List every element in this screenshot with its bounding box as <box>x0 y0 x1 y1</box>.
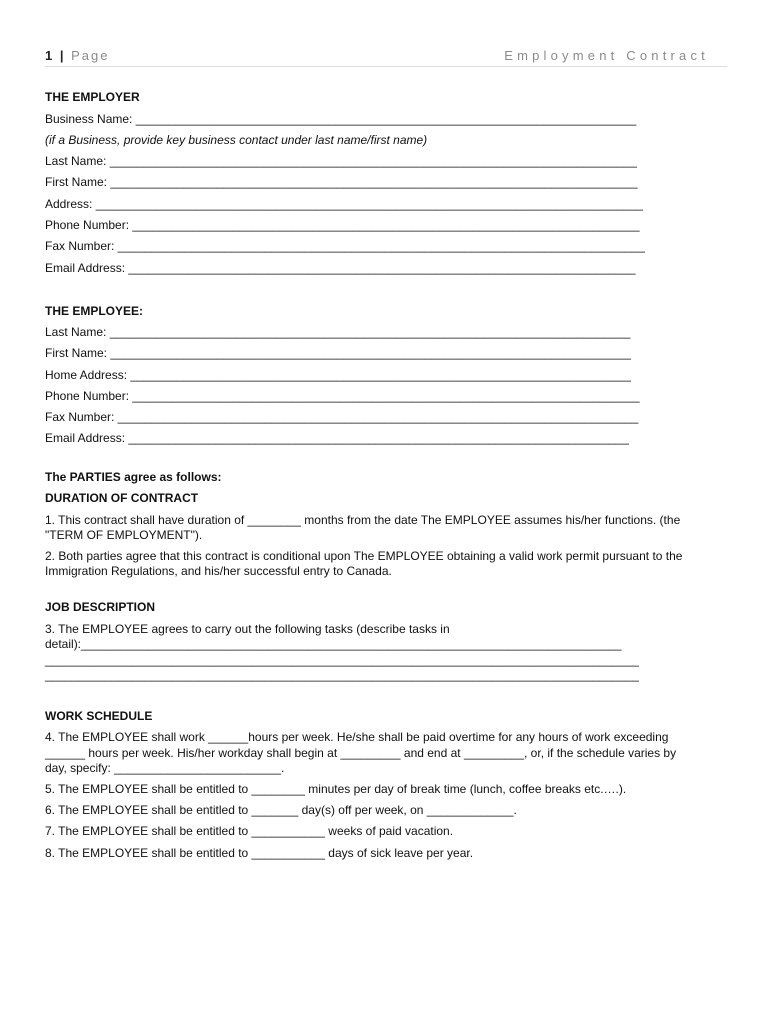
employer-last-name-field: Last Name: _______________________________________________________________________________ <box>45 154 637 168</box>
clause-6: 6. The EMPLOYEE shall be entitled to _______ day(s) off per week, on _____________. <box>45 803 517 817</box>
clause-2-line-1: 2. Both parties agree that this contract is conditional upon The EMPLOYEE obtaining a valid work permit pursuant to the <box>45 549 683 563</box>
clause-8: 8. The EMPLOYEE shall be entitled to ___________ days of sick leave per year. <box>45 846 474 860</box>
page-number: 1 <box>45 48 55 63</box>
clause-1-line-1: 1. This contract shall have duration of ________ months from the date The EMPLOYEE assumes his/her functions. (the <box>45 513 681 527</box>
employer-heading: THE EMPLOYER <box>45 90 140 104</box>
clause-7: 7. The EMPLOYEE shall be entitled to ___________ weeks of paid vacation. <box>45 824 454 838</box>
employer-business-note: (if a Business, provide key business contact under last name/first name) <box>45 133 428 147</box>
task-blank-line-2: _________________________________________________________________________________________ <box>45 668 639 682</box>
clause-4-line-2: ______ hours per week. His/her workday shall begin at _________ and end at _________, or, if the schedule varies by <box>45 746 677 760</box>
employee-last-name-field: Last Name: ______________________________________________________________________________ <box>45 325 631 339</box>
employee-home-address-field: Home Address: ___________________________________________________________________________ <box>45 368 631 382</box>
clause-4-line-3: day, specify: _________________________. <box>45 761 285 775</box>
clause-3-line-1: 3. The EMPLOYEE agrees to carry out the following tasks (describe tasks in <box>45 622 450 636</box>
employee-email-field: Email Address: ___________________________________________________________________________ <box>45 431 629 445</box>
page-indicator <box>45 48 110 63</box>
employer-address-field: Address: __________________________________________________________________________________ <box>45 197 643 211</box>
document-title: Employment Contract <box>504 48 709 63</box>
employee-phone-field: Phone Number: ____________________________________________________________________________ <box>45 389 640 403</box>
clause-2-line-2: Immigration Regulations, and his/her successful entry to Canada. <box>45 564 392 578</box>
employee-first-name-field: First Name: ______________________________________________________________________________ <box>45 346 631 360</box>
employer-phone-field: Phone Number: ____________________________________________________________________________ <box>45 218 640 232</box>
employer-email-field: Email Address: ____________________________________________________________________________ <box>45 261 636 275</box>
clause-1-line-2: "TERM OF EMPLOYMENT"). <box>45 528 203 542</box>
employer-business-name-field: Business Name: ___________________________________________________________________________ <box>45 112 637 126</box>
page-header <box>45 48 727 67</box>
task-blank-line-1: _________________________________________________________________________________________ <box>45 653 639 667</box>
clause-3-line-2: detail):_________________________________________________________________________________ <box>45 637 622 651</box>
page-separator: | <box>59 48 66 63</box>
clause-5: 5. The EMPLOYEE shall be entitled to ________ minutes per day of break time (lunch, coffee breaks etc.….). <box>45 782 627 796</box>
employer-first-name-field: First Name: _______________________________________________________________________________ <box>45 175 638 189</box>
parties-intro: The PARTIES agree as follows: <box>45 470 222 484</box>
employee-fax-field: Fax Number: ______________________________________________________________________________ <box>45 410 639 424</box>
employer-fax-field: Fax Number: _______________________________________________________________________________ <box>45 239 645 253</box>
duration-heading: DURATION OF CONTRACT <box>45 491 199 505</box>
work-schedule-heading: WORK SCHEDULE <box>45 709 153 723</box>
job-description-heading: JOB DESCRIPTION <box>45 600 156 614</box>
page-label: Page <box>71 48 110 63</box>
employee-heading: THE EMPLOYEE: <box>45 304 144 318</box>
clause-4-line-1: 4. The EMPLOYEE shall work ______hours per week. He/she shall be paid overtime for any hours of work exceeding <box>45 730 669 744</box>
